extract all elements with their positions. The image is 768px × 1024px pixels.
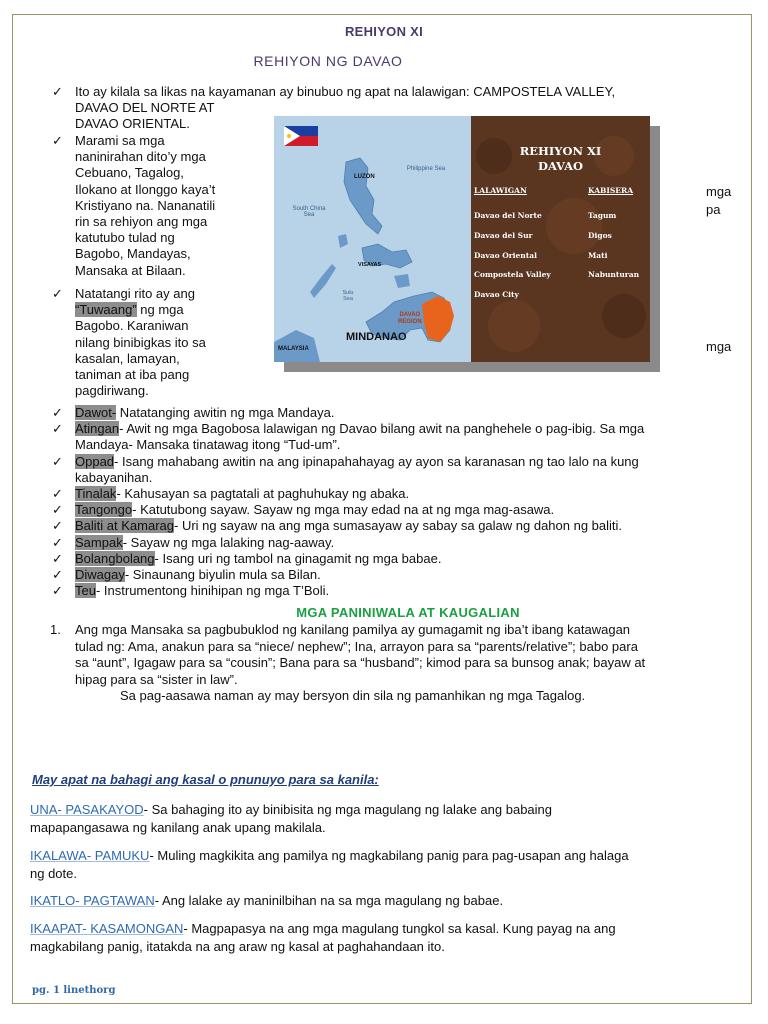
term-desc: - Kahusayan sa pagtatali at paghuhukay ng abaka. [116, 486, 410, 502]
term-name: Baliti at Kamarag [75, 518, 174, 534]
check-icon: ✓ [52, 518, 63, 534]
check-icon: ✓ [52, 133, 63, 148]
part-text: - Magpapasya na ang mga magulang tungkol sa kasal. Kung payag na ang [183, 921, 616, 936]
legend-province: Davao Oriental [474, 250, 537, 260]
intro-bullet-3 [75, 286, 206, 399]
map-label-line: REGION [398, 319, 422, 325]
text-line: tulad ng: Ama, anakun para sa “niece/ nephew”; Ina, arrayon para sa “parents/relative”; babo para [75, 638, 638, 654]
text-line: Bagobo, Mandayas, [75, 246, 191, 262]
text-line: Ito ay kilala sa likas na kayamanan ay binubuo ng apat na lalawigan: CAMPOSTELA VALLEY, [75, 84, 616, 99]
term-desc: - Awit ng mga Bagobosa lalawigan ng Davao bilang awit na panghehele o pag-ibig. Sa mga [119, 421, 645, 437]
wedding-part-3 [30, 892, 730, 910]
term-desc: - Isang mahabang awitin na ang ipinapahahayag ay ayon sa karanasan ng tao lalo na kung [114, 453, 639, 469]
list-item [52, 567, 752, 583]
text-line: Kristiyano na. Nananatili [75, 197, 216, 213]
text-line: magkabilang panig, itatakda na ang araw ng kasal at paghahandaan ito. [30, 939, 445, 954]
list-number: 1. [50, 622, 61, 637]
term-name: Oppad [75, 453, 115, 469]
term-desc: Natatanging awitin ng mga Mandaya. [116, 405, 335, 420]
beliefs-paragraph [75, 622, 743, 705]
text-line: taniman at iba pang [75, 367, 190, 383]
text-line: hipag para sa “sister in law”. [75, 671, 238, 687]
list-item [52, 502, 752, 518]
term-name: Diwagay [75, 567, 125, 583]
term-desc: - Uri ng sayaw na ang mga sumasayaw ay sabay sa galaw ng dahon ng baliti. [174, 518, 623, 534]
legend-col-provinces [474, 206, 551, 305]
text-line: Ang mga Mansaka sa pagbubuklod ng kanilang pamilya ay gumagamit ng iba’t ibang katawagan [75, 622, 631, 637]
legend-title-line: DAVAO [537, 159, 584, 173]
text-line: Sa pag-aasawa naman ay may bersyon din sila ng pamanhikan ng mga Tagalog. [120, 688, 586, 703]
part-text: - Sa bahaging ito ay binibisita ng mga magulang ng lalake ang babaing [143, 802, 553, 817]
legend-province: Davao del Sur [474, 230, 533, 240]
text-line: DAVAO ORIENTAL. [75, 116, 190, 132]
legend-col-capitals [588, 206, 639, 285]
check-icon: ✓ [52, 583, 63, 599]
check-icon: ✓ [52, 405, 63, 420]
part-name-link[interactable]: UNA- PASAKAYOD [30, 802, 144, 817]
term-desc: - Sayaw ng mga lalaking nag-aaway. [122, 534, 335, 550]
term-desc: - Instrumentong hinihipan ng mga T’Boli. [95, 583, 330, 599]
legend-province: Davao del Norte [474, 211, 542, 220]
term-desc-cont: Mandaya- Mansaka tinatawag itong “Tud-um”. [75, 437, 341, 453]
text-line: Bagobo. Karaniwan [75, 318, 189, 334]
term-desc-cont: kabayanihan. [75, 469, 153, 485]
list-item [52, 454, 752, 470]
text-line: katutubo tulad ng [75, 230, 175, 246]
text-line [30, 801, 730, 819]
map-label-sulu-sea: Sulu Sea [342, 290, 354, 302]
check-icon: ✓ [52, 502, 63, 518]
part-name-link[interactable]: IKAAPAT- KASAMONGAN [30, 921, 184, 936]
text-line: naninirahan dito’y mga [75, 149, 206, 165]
term-desc: - Sinaunang biyulin mula sa Bilan. [124, 567, 321, 583]
text-line [30, 847, 730, 865]
legend-capital: Nabunturan [588, 270, 640, 280]
term-name: Sampak [75, 534, 123, 550]
wrapped-word: mga [706, 339, 732, 354]
wedding-part-1 [30, 801, 730, 837]
text-line [30, 892, 730, 910]
legend-title-line: REHIYON XI [519, 144, 602, 158]
map-label-south-china-sea: South China Sea [292, 206, 326, 218]
wrapped-word: mga [706, 184, 732, 199]
list-item [52, 535, 752, 551]
term-name: Tangongo [75, 502, 133, 518]
text-line: ng dote. [30, 866, 77, 881]
text-line: Natatangi rito ay ang [75, 286, 195, 301]
text-line: Cebuano, Tagalog, [75, 165, 184, 181]
list-item [52, 421, 752, 437]
check-icon: ✓ [52, 84, 63, 99]
part-text: - Ang lalake ay maninilbihan na sa mga magulang ng babae. [154, 893, 504, 908]
check-icon: ✓ [52, 286, 63, 301]
term-name: Atingan [75, 421, 120, 437]
text-line: sa “aunt”, Igagaw para sa “cousin”; Bana para sa “husband”; kimod para sa bunsog anak; bayaw at [75, 655, 646, 670]
legend-capital: Tagum [588, 211, 617, 220]
terms-list [52, 405, 752, 599]
part-name-link[interactable]: IKATLO- PAGTAWAN [30, 893, 155, 908]
map-label-philippine-sea: Philippine Sea [406, 166, 446, 172]
map-label-line: DAVAO [399, 312, 421, 318]
section-title-beliefs: MGA PANINIWALA AT KAUGALIAN [296, 605, 520, 620]
legend-title [471, 144, 650, 174]
term-desc: - Isang uri ng tambol na ginagamit ng mga babae. [154, 550, 442, 566]
map-label-mindanao: MINDANAO [346, 331, 407, 343]
philippine-flag-icon [284, 126, 318, 146]
part-text: - Muling magkikita ang pamilya ng magkabilang panig para pag-usapan ang halaga [149, 848, 629, 863]
check-icon: ✓ [52, 534, 63, 550]
legend-col-header-kabisera: KABISERA [588, 186, 634, 195]
wrapped-word: pa [706, 202, 721, 217]
legend-province: Compostela Valley [474, 270, 551, 280]
legend-col-header-lalawigan: LALAWIGAN [474, 186, 527, 195]
wedding-heading: May apat na bahagi ang kasal o pnunuyo para sa kanila: [32, 772, 379, 787]
check-icon: ✓ [52, 550, 63, 566]
highlight-term: “Tuwaang” [75, 302, 137, 318]
page-title: REHIYON XI [344, 24, 424, 39]
legend-province: Davao City [474, 290, 519, 300]
text-line: Ilokano at Ilonggo kaya’t [75, 181, 216, 197]
list-item [52, 405, 752, 421]
term-name: Tinalak [75, 486, 117, 502]
text-line: rin sa rehiyon ang mga [75, 214, 208, 230]
list-item [52, 583, 752, 599]
term-name: Dawot- [75, 405, 117, 420]
text-line: Mansaka at Bilaan. [75, 262, 186, 278]
part-name-link[interactable]: IKALAWA- PAMUKU [30, 848, 150, 863]
text-line [75, 302, 206, 318]
check-icon: ✓ [52, 421, 63, 437]
text-line: kasalan, lamayan, [75, 350, 180, 366]
text-line: nilang binibigkas ito sa [75, 334, 206, 350]
text-line: DAVAO DEL NORTE AT [75, 100, 215, 116]
text-line: mapapangasawa ng kanilang anak upang makilala. [30, 820, 326, 835]
page-subtitle: REHIYON NG DAVAO [253, 53, 403, 69]
list-item [52, 551, 752, 567]
text-line: pagdiriwang. [75, 383, 149, 399]
check-icon: ✓ [52, 567, 63, 583]
wedding-part-2 [30, 847, 730, 883]
legend-capital: Digos [588, 230, 612, 240]
region-map-image [274, 116, 650, 362]
check-icon: ✓ [52, 453, 63, 469]
text-line [30, 920, 730, 938]
term-name: Teu [75, 583, 96, 599]
list-item [52, 518, 752, 534]
map-label-davao-region [398, 312, 422, 326]
list-item [52, 486, 752, 502]
text-line: Marami sa mga [75, 133, 165, 148]
map-label-luzon: LUZON [354, 174, 375, 180]
text-fragment: ng mga [136, 302, 184, 318]
intro-bullet-2 [75, 133, 215, 279]
wedding-part-4 [30, 920, 730, 956]
page-footer: pg. 1 linethorg [32, 985, 116, 996]
term-name: Bolangbolang [75, 550, 155, 566]
map-label-visayas: VISAYAS [358, 262, 382, 268]
legend-capital: Mati [588, 250, 608, 260]
term-desc: - Katutubong sayaw. Sayaw ng mga may edad na at ng mga mag-asawa. [132, 502, 555, 518]
check-icon: ✓ [52, 486, 63, 502]
map-label-malaysia: MALAYSIA [278, 346, 309, 352]
